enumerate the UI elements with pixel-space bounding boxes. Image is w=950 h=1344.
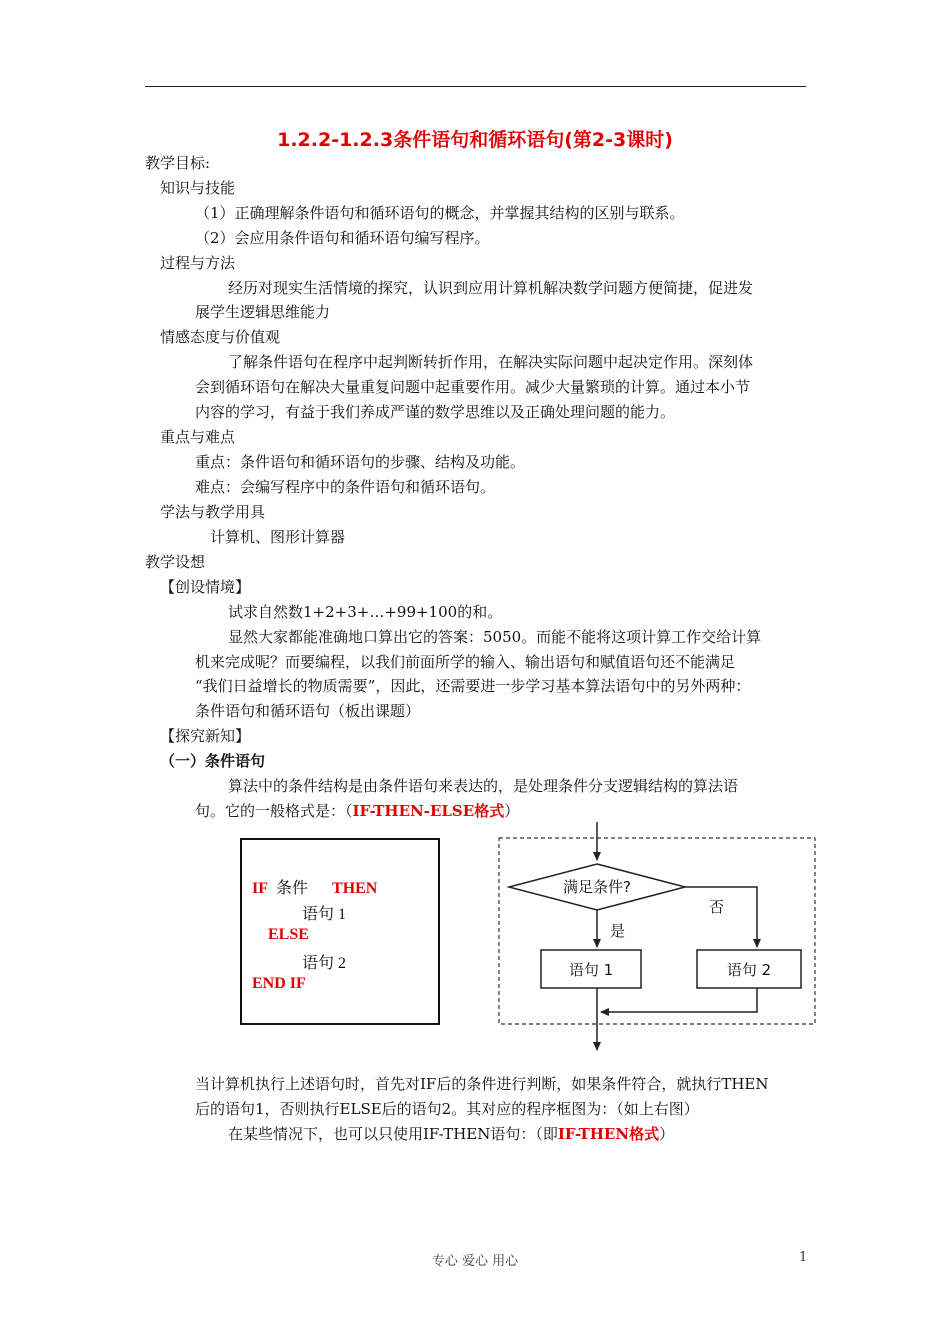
scenario-line-3: 机来完成呢？而要编程，以我们前面所学的输入、输出语句和赋值语句还不能满足 [195, 653, 736, 671]
process-line-2: 展学生逻辑思维能力 [195, 303, 331, 321]
page-title: 1.2.2-1.2.3条件语句和循环语句(第2-3课时) [277, 129, 673, 151]
tools-text: 计算机、图形计算器 [210, 528, 346, 546]
flow-arrow-no [685, 887, 757, 947]
emotion-line-1: 了解条件语句在程序中起判断转折作用，在解决实际问题中起决定作用。深刻体 [228, 353, 754, 371]
key-point: 重点：条件语句和循环语句的步骤、结构及功能。 [195, 453, 526, 471]
emotion-line-3: 内容的学习，有益于我们养成严谨的数学思维以及正确处理问题的能力。 [195, 403, 676, 421]
yes-label: 是 [610, 922, 626, 940]
scenario-line-4: “我们日益增长的物质需要”，因此，还需要进一步学习基本算法语句中的另外两种： [195, 677, 751, 695]
objectives-heading: 教学目标: [145, 154, 211, 172]
scenario-line-5: 条件语句和循环语句（板出课题） [195, 702, 421, 720]
explanation-line-2: 后的语句1，否则执行ELSE后的语句2。其对应的程序框图为：（如上右图） [195, 1100, 699, 1118]
format-ifthenelse: IF-THEN-ELSE格式 [352, 802, 505, 820]
tools-heading: 学法与教学用具 [160, 503, 266, 521]
code-line-if: IF 条件 THEN [252, 880, 378, 897]
format-ifthen: IF-THEN格式 [557, 1125, 660, 1143]
emotion-line-2: 会到循环语句在解决大量重复问题中起重要作用。减少大量繁琐的计算。通过本小节 [195, 378, 751, 396]
no-label: 否 [709, 898, 725, 916]
flow-arrow-merge [601, 988, 757, 1012]
design-heading: 教学设想 [145, 553, 206, 571]
explanation-line-1: 当计算机执行上述语句时，首先对IF后的条件进行判断，如果条件符合，就执行THEN [195, 1075, 769, 1093]
header-rule [145, 86, 806, 87]
difficult-point: 难点：会编写程序中的条件语句和循环语句。 [195, 478, 496, 496]
statement-2-label: 语句 2 [726, 961, 772, 979]
conditional-para-line-2: 句。它的一般格式是：（IF-THEN-ELSE格式） [195, 802, 520, 820]
scenario-heading: 【创设情境】 [160, 578, 251, 596]
process-heading: 过程与方法 [160, 254, 236, 272]
knowledge-item-2: （2）会应用条件语句和循环语句编写程序。 [195, 229, 490, 247]
code-line-stmt2: 语句 2 [302, 955, 347, 972]
page-number: 1 [799, 1250, 808, 1265]
decision-label: 满足条件? [563, 878, 631, 896]
emotion-heading: 情感态度与价值观 [160, 328, 281, 346]
key-heading: 重点与难点 [160, 428, 236, 446]
code-line-else: ELSE [268, 926, 309, 943]
code-box [240, 838, 440, 1025]
explore-heading: 【探究新知】 [160, 727, 251, 745]
explanation-line-3: 在某些情况下，也可以只使用IF-THEN语句：（即IF-THEN格式） [228, 1125, 675, 1143]
scenario-line-2: 显然大家都能准确地口算出它的答案：5050。而能不能将这项计算工作交给计算 [228, 628, 762, 646]
knowledge-heading: 知识与技能 [160, 179, 236, 197]
footer-motto: 专心 爱心 用心 [431, 1254, 519, 1269]
process-line-1: 经历对现实生活情境的探究，认识到应用计算机解决数学问题方便简捷，促进发 [228, 279, 754, 297]
flowchart [495, 820, 820, 1055]
statement-1-label: 语句 1 [568, 961, 614, 979]
scenario-line-1: 试求自然数1+2+3+…+99+100的和。 [228, 603, 503, 621]
conditional-para-line-1: 算法中的条件结构是由条件语句来表达的，是处理条件分支逻辑结构的算法语 [228, 777, 739, 795]
knowledge-item-1: （1）正确理解条件语句和循环语句的概念，并掌握其结构的区别与联系。 [195, 204, 685, 222]
section-conditional-heading: （一）条件语句 [160, 752, 266, 770]
flowchart-dashed-frame [499, 838, 815, 1024]
code-line-stmt1: 语句 1 [302, 906, 347, 923]
code-line-endif: END IF [252, 975, 306, 992]
